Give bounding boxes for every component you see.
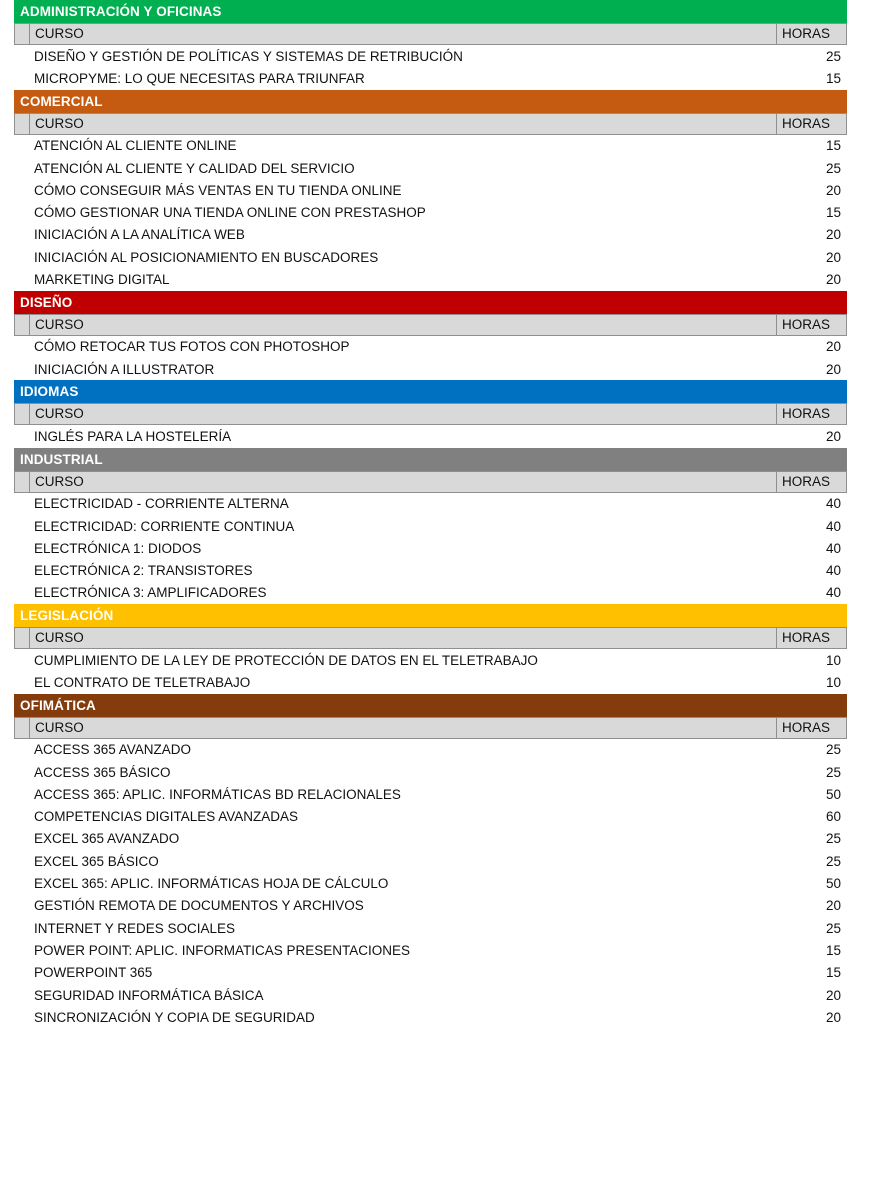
course-row xyxy=(14,671,847,693)
column-header-course: CURSO xyxy=(30,472,777,492)
course-hours: 15 xyxy=(825,965,841,981)
course-name: CÓMO GESTIONAR UNA TIENDA ONLINE CON PRESTASHOP xyxy=(34,205,426,221)
course-hours: 15 xyxy=(825,138,841,154)
column-header-course: CURSO xyxy=(30,315,777,335)
course-hours: 25 xyxy=(825,48,841,64)
category-header: COMERCIAL xyxy=(14,90,847,113)
category-section xyxy=(14,604,847,694)
column-header-hours: HORAS xyxy=(782,719,831,735)
column-header-course: CURSO xyxy=(30,404,777,424)
course-hours: 50 xyxy=(825,786,841,802)
course-catalog xyxy=(14,0,847,1029)
category-header: INDUSTRIAL xyxy=(14,448,847,471)
course-row xyxy=(14,761,847,783)
course-name: ELECTRÓNICA 1: DIODOS xyxy=(34,540,202,556)
column-header-hours: HORAS xyxy=(782,26,831,41)
course-hours: 25 xyxy=(825,764,841,780)
course-name: ACCESS 365 AVANZADO xyxy=(34,742,192,758)
row-selector-cell xyxy=(15,315,30,335)
course-name: DISEÑO Y GESTIÓN DE POLÍTICAS Y SISTEMAS DE RETRIBUCIÓN xyxy=(34,48,463,64)
course-name: ACCESS 365: APLIC. INFORMÁTICAS BD RELACIONALES xyxy=(34,786,401,802)
course-name: EXCEL 365 BÁSICO xyxy=(34,853,159,869)
column-header-course: CURSO xyxy=(30,628,777,648)
category-section xyxy=(14,380,847,447)
category-header: ADMINISTRACIÓN Y OFICINAS xyxy=(14,0,847,23)
course-hours: 40 xyxy=(825,563,841,579)
category-header: OFIMÁTICA xyxy=(14,694,847,717)
course-row xyxy=(14,806,847,828)
row-selector-cell xyxy=(15,24,30,44)
category-header: LEGISLACIÓN xyxy=(14,604,847,627)
column-header-hours: HORAS xyxy=(782,630,831,646)
course-hours: 20 xyxy=(825,249,841,265)
course-hours: 60 xyxy=(825,809,841,825)
course-name: SEGURIDAD INFORMÁTICA BÁSICA xyxy=(34,987,264,1003)
course-name: ATENCIÓN AL CLIENTE Y CALIDAD DEL SERVICIO xyxy=(34,160,355,176)
category-header: IDIOMAS xyxy=(14,380,847,403)
course-name: INICIACIÓN AL POSICIONAMIENTO EN BUSCADORES xyxy=(34,249,379,265)
course-name: ATENCIÓN AL CLIENTE ONLINE xyxy=(34,138,237,154)
course-hours: 20 xyxy=(825,227,841,243)
course-name: MARKETING DIGITAL xyxy=(34,272,170,288)
course-name: POWERPOINT 365 xyxy=(34,965,153,981)
course-hours: 10 xyxy=(825,674,841,690)
row-selector-cell xyxy=(15,404,30,424)
course-hours: 20 xyxy=(825,182,841,198)
course-row xyxy=(14,45,847,67)
course-hours: 20 xyxy=(825,987,841,1003)
column-header-row xyxy=(14,717,847,739)
category-section xyxy=(14,448,847,604)
course-row xyxy=(14,850,847,872)
course-row xyxy=(14,425,847,447)
course-row xyxy=(14,246,847,268)
course-row xyxy=(14,649,847,671)
course-row xyxy=(14,179,847,201)
course-row xyxy=(14,783,847,805)
course-name: SINCRONIZACIÓN Y COPIA DE SEGURIDAD xyxy=(34,1009,315,1025)
course-hours: 10 xyxy=(825,652,841,668)
course-name: INGLÉS PARA LA HOSTELERÍA xyxy=(34,428,232,444)
course-name: POWER POINT: APLIC. INFORMATICAS PRESENTACIONES xyxy=(34,942,411,958)
course-row xyxy=(14,268,847,290)
course-hours: 40 xyxy=(825,540,841,556)
course-name: ELECTRÓNICA 3: AMPLIFICADORES xyxy=(34,585,267,601)
course-hours: 25 xyxy=(825,920,841,936)
course-hours: 20 xyxy=(825,361,841,377)
column-header-hours: HORAS xyxy=(782,473,831,489)
course-name: CÓMO RETOCAR TUS FOTOS CON PHOTOSHOP xyxy=(34,339,350,355)
course-hours: 40 xyxy=(825,585,841,601)
course-hours: 15 xyxy=(825,942,841,958)
course-row xyxy=(14,872,847,894)
course-name: INICIACIÓN A LA ANALÍTICA WEB xyxy=(34,227,245,243)
course-name: ACCESS 365 BÁSICO xyxy=(34,764,171,780)
row-selector-cell xyxy=(15,472,30,492)
course-row xyxy=(14,224,847,246)
column-header-row xyxy=(14,627,847,649)
column-header-row xyxy=(14,471,847,493)
course-name: ELECTRICIDAD - CORRIENTE ALTERNA xyxy=(34,496,289,512)
course-name: ELECTRICIDAD: CORRIENTE CONTINUA xyxy=(34,518,295,534)
course-name: INICIACIÓN A ILLUSTRATOR xyxy=(34,361,215,377)
course-hours: 15 xyxy=(825,70,841,86)
course-row xyxy=(14,135,847,157)
course-row xyxy=(14,984,847,1006)
course-name: COMPETENCIAS DIGITALES AVANZADAS xyxy=(34,809,299,825)
course-row xyxy=(14,157,847,179)
course-row xyxy=(14,917,847,939)
category-section xyxy=(14,0,847,90)
course-hours: 25 xyxy=(825,853,841,869)
column-header-hours: HORAS xyxy=(782,115,831,131)
course-name: EXCEL 365 AVANZADO xyxy=(34,831,180,847)
course-row xyxy=(14,358,847,380)
course-name: MICROPYME: LO QUE NECESITAS PARA TRIUNFAR xyxy=(34,70,365,86)
course-row xyxy=(14,67,847,89)
course-row xyxy=(14,201,847,223)
column-header-course: CURSO xyxy=(30,718,777,738)
course-row xyxy=(14,739,847,761)
column-header-row xyxy=(14,314,847,336)
course-hours: 20 xyxy=(825,898,841,914)
course-hours: 20 xyxy=(825,428,841,444)
course-name: INTERNET Y REDES SOCIALES xyxy=(34,920,236,936)
course-name: CÓMO CONSEGUIR MÁS VENTAS EN TU TIENDA ONLINE xyxy=(34,182,402,198)
course-hours: 25 xyxy=(825,742,841,758)
course-row xyxy=(14,895,847,917)
row-selector-cell xyxy=(15,628,30,648)
row-selector-cell xyxy=(15,718,30,738)
course-row xyxy=(14,962,847,984)
column-header-row xyxy=(14,113,847,135)
course-row xyxy=(14,939,847,961)
course-hours: 40 xyxy=(825,518,841,534)
column-header-row xyxy=(14,403,847,425)
course-hours: 25 xyxy=(825,831,841,847)
course-hours: 50 xyxy=(825,876,841,892)
row-selector-cell xyxy=(15,114,30,134)
course-hours: 40 xyxy=(825,496,841,512)
course-hours: 20 xyxy=(825,339,841,355)
category-section xyxy=(14,90,847,291)
course-name: CUMPLIMIENTO DE LA LEY DE PROTECCIÓN DE DATOS EN EL TELETRABAJO xyxy=(34,652,538,668)
course-row xyxy=(14,537,847,559)
course-hours: 15 xyxy=(825,205,841,221)
course-row xyxy=(14,515,847,537)
column-header-hours: HORAS xyxy=(782,316,831,332)
course-name: EXCEL 365: APLIC. INFORMÁTICAS HOJA DE CÁLCULO xyxy=(34,876,389,892)
course-row xyxy=(14,493,847,515)
course-hours: 25 xyxy=(825,160,841,176)
course-row xyxy=(14,1006,847,1028)
course-row xyxy=(14,336,847,358)
category-section xyxy=(14,291,847,381)
column-header-row xyxy=(14,23,847,45)
course-row xyxy=(14,559,847,581)
column-header-course: CURSO xyxy=(30,114,777,134)
column-header-hours: HORAS xyxy=(782,406,831,422)
course-hours: 20 xyxy=(825,272,841,288)
column-header-course: CURSO xyxy=(30,24,777,44)
category-header: DISEÑO xyxy=(14,291,847,314)
course-name: EL CONTRATO DE TELETRABAJO xyxy=(34,674,251,690)
category-section xyxy=(14,694,847,1029)
course-name: GESTIÓN REMOTA DE DOCUMENTOS Y ARCHIVOS xyxy=(34,898,364,914)
course-hours: 20 xyxy=(825,1009,841,1025)
course-name: ELECTRÓNICA 2: TRANSISTORES xyxy=(34,563,253,579)
course-row xyxy=(14,582,847,604)
course-row xyxy=(14,828,847,850)
